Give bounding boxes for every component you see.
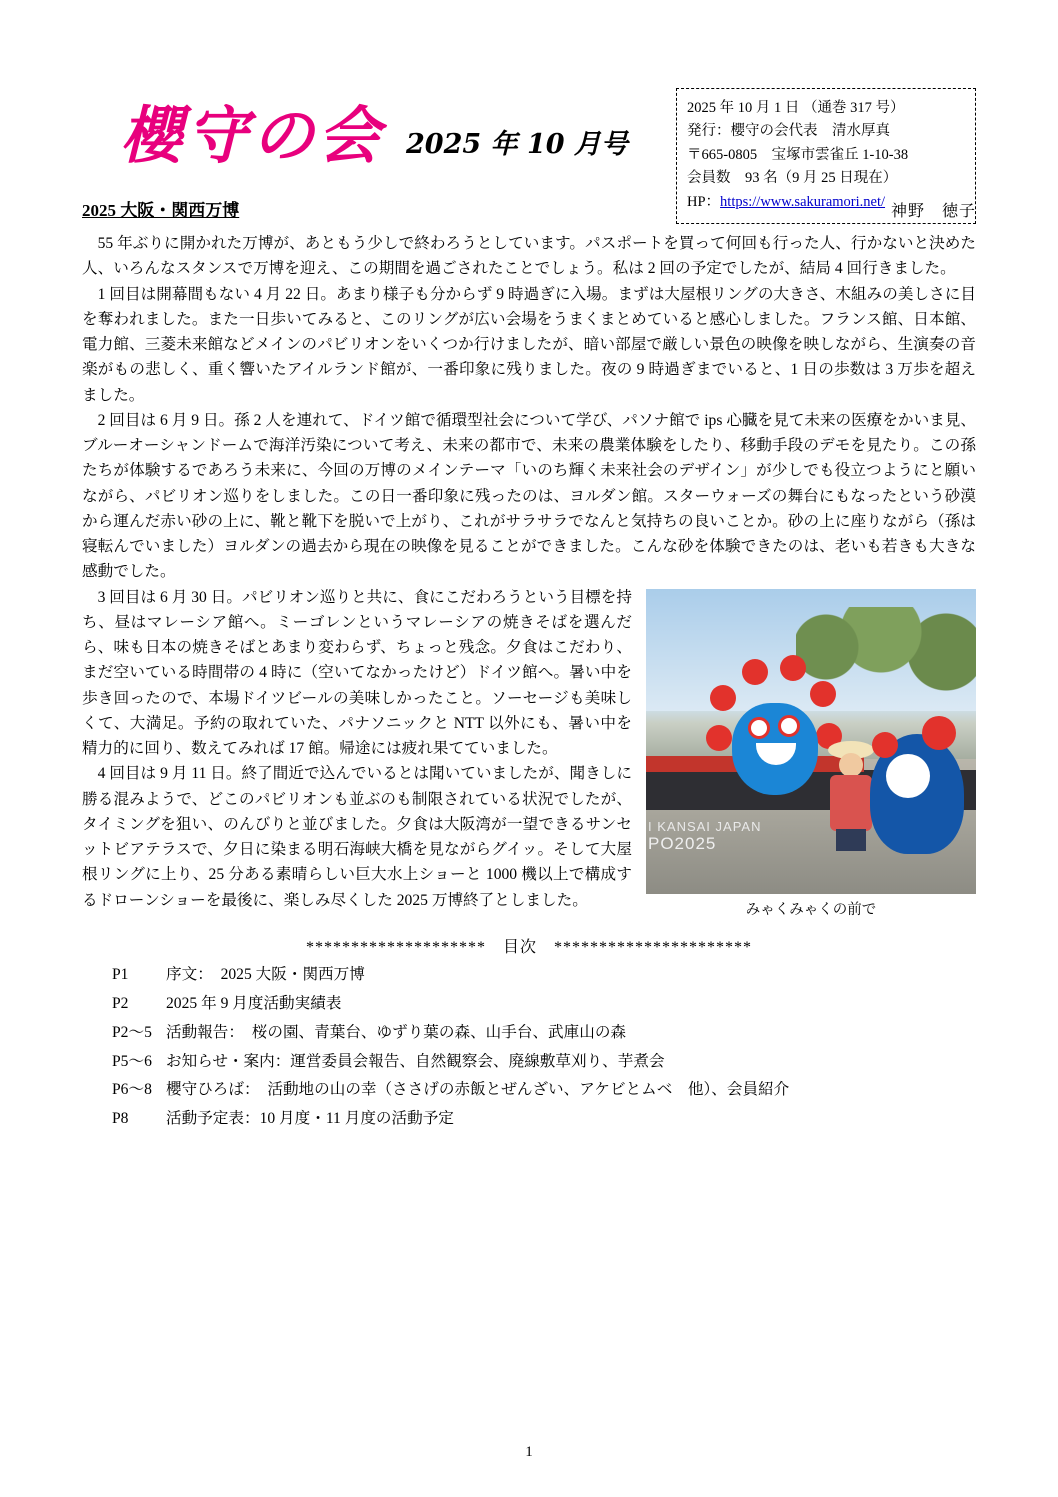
masthead	[0, 0, 1058, 210]
toc-page-number: P1	[112, 965, 129, 983]
list-item	[82, 1019, 976, 1048]
info-publisher: 発行：櫻守の会代表 清水厚真	[687, 123, 890, 140]
page-number: 1	[525, 1444, 533, 1460]
photo-figure	[646, 589, 976, 922]
photo-banner-text-2: PO2025	[648, 833, 717, 853]
toc-entry-text: 活動予定表：10 月度・11 月度の活動予定	[166, 1110, 454, 1128]
issue-label: 2025 年 10 月号	[406, 129, 628, 160]
info-members: 会員数 93 名（9 月 25 日現在）	[687, 170, 898, 187]
list-item	[82, 1076, 976, 1105]
toc-header: ******************** 目次 **********************	[305, 938, 752, 956]
paragraph: 1 回目は開幕間もない 4 月 22 日。あまり様子も分からず 9 時過ぎに入場。まずは大屋根リングの大きさ、木組みの美しさに目を奪われました。また一日歩いてみると、このリングが広い会場をうまくまとめていると感心しました。フランス館、日本館、電力館、三菱未来館などメインのパビリオンをいくつか行けましたが、暗い部屋で厳しい景色の映像を映しながら、生演奏の音楽がもの悲しく、重く響いたアイルランド館が、一番印象に残りました。夜の 9 時過ぎまでいると、1 日の歩数は 3 万歩を超えました。	[82, 285, 976, 404]
info-address: 〒665-0805 宝塚市雲雀丘 1-10-38	[687, 146, 909, 163]
paragraph: 55 年ぶりに開かれた万博が、あともう少しで終わろうとしています。パスポートを買って何回も行った人、行かないと決めた人、いろんなスタンスで万博を迎え、この期間を過ごされたことでしょう。私は 2 回の予定でしたが、結局 4 回行きました。	[82, 235, 976, 278]
toc-entry-text: お知らせ・案内：運営委員会報告、自然観察会、廃線敷草刈り、芋煮会	[166, 1052, 665, 1070]
article-body	[82, 231, 976, 924]
article-title: 2025 大阪・関西万博	[82, 201, 240, 220]
list-item	[82, 990, 976, 1019]
paragraph: 2 回目は 6 月 9 日。孫 2 人を連れて、ドイツ館で循環型社会について学び、パソナ館で ips 心臓を見て未来の医療をかいま見、ブルーオーシャンドームで海洋汚染について考え、未来の都市で、未来の農業体験をしたり、移動手段のデモを見たり。この孫たちが体験するであろう未来に、今回の万博のメインテーマ「いのち輝く未来社会のデザイン」が少しでも役立つようにと願いながら、パビリオン巡りをしました。この日一番印象に残ったのは、ヨルダン館。スターウォーズの舞台にもなったという砂漠から運んだ赤い砂の上に、靴と靴下を脱いで上がり、これがサラサラでなんと気持ちの良いことか。砂の上に座りながら（孫は寝転んでいました）ヨルダンの過去から現在の映像を見ることができました。こんな砂を体験できたのは、老いも若きも大きな感動でした。	[82, 411, 976, 581]
page-title: 櫻守の会	[120, 99, 385, 172]
toc-entry-text: 序文： 2025 大阪・関西万博	[166, 965, 365, 983]
paragraph: 4 回目は 9 月 11 日。終了間近で込んでいるとは聞いていましたが、聞きしに勝る混みようで、どこのパビリオンも並ぶのも制限されている状況でしたが、タイミングを狙い、のんびりと並びました。夕食は大阪湾が一望できるサンセットビアテラスで、夕日に染まる明石海峡大橋を見ながらグイッ。そして大屋根リングに上り、25 分ある素晴らしい巨大水上ショーと 1000 機以上で構成するドローンショーを最後に、楽しみ尽くした 2025 万博終了としました。	[82, 765, 632, 909]
toc-page-number: P5～6	[112, 1052, 152, 1070]
list-item	[82, 961, 976, 990]
list-item	[82, 1105, 976, 1134]
table-of-contents	[82, 961, 976, 1134]
photo-mascot-cutout	[850, 704, 970, 854]
toc-entry-text: 櫻守ひろば： 活動地の山の幸（ささげの赤飯とぜんざい、アケビとムベ 他）、会員紹介	[166, 1081, 790, 1099]
paragraph: 3 回目は 6 月 30 日。パビリオン巡りと共に、食にこだわろうという目標を持ち、昼はマレーシア館へ。ミーゴレンというマレーシアの焼きそばを選んだら、味も日本の焼きそばとあまり変わらず、ちょっと残念。夕食はこだわり、まだ空いている時間帯の 4 時に（空いてなかったけど）ドイツ館へ。暑い中を歩き回ったので、本場ドイツビールの美味しかったこと。ソーセージも美味しくて、大満足。予約の取れていた、パナソニックと NTT 以外にも、暑い中を精力的に回り、数えてみれば 17 館。帰途には疲れ果てていました。	[82, 588, 632, 757]
toc-page-number: P2～5	[112, 1023, 152, 1041]
article-byline: 神野 徳子	[890, 203, 976, 220]
toc-page-number: P2	[112, 994, 129, 1012]
toc-page-number: P8	[112, 1110, 129, 1128]
info-date: 2025 年 10 月 1 日 （通巻 317 号）	[687, 100, 905, 116]
homepage-label: HP：	[687, 193, 721, 210]
toc-entry-text: 2025 年 9 月度活動実績表	[166, 994, 342, 1012]
photo-caption: みゃくみゃくの前で	[745, 901, 877, 918]
homepage-link[interactable]: https://www.sakuramori.net/	[720, 193, 886, 210]
expo-mascot-photo	[646, 589, 976, 894]
photo-banner-text: I KANSAI JAPAN	[648, 819, 762, 835]
title-block	[120, 99, 628, 172]
toc-page-number: P6～8	[112, 1081, 152, 1099]
toc-entry-text: 活動報告： 桜の園、青葉台、ゆずり葉の森、山手台、武庫山の森	[166, 1023, 627, 1041]
article-header	[82, 193, 976, 221]
list-item	[82, 1048, 976, 1077]
